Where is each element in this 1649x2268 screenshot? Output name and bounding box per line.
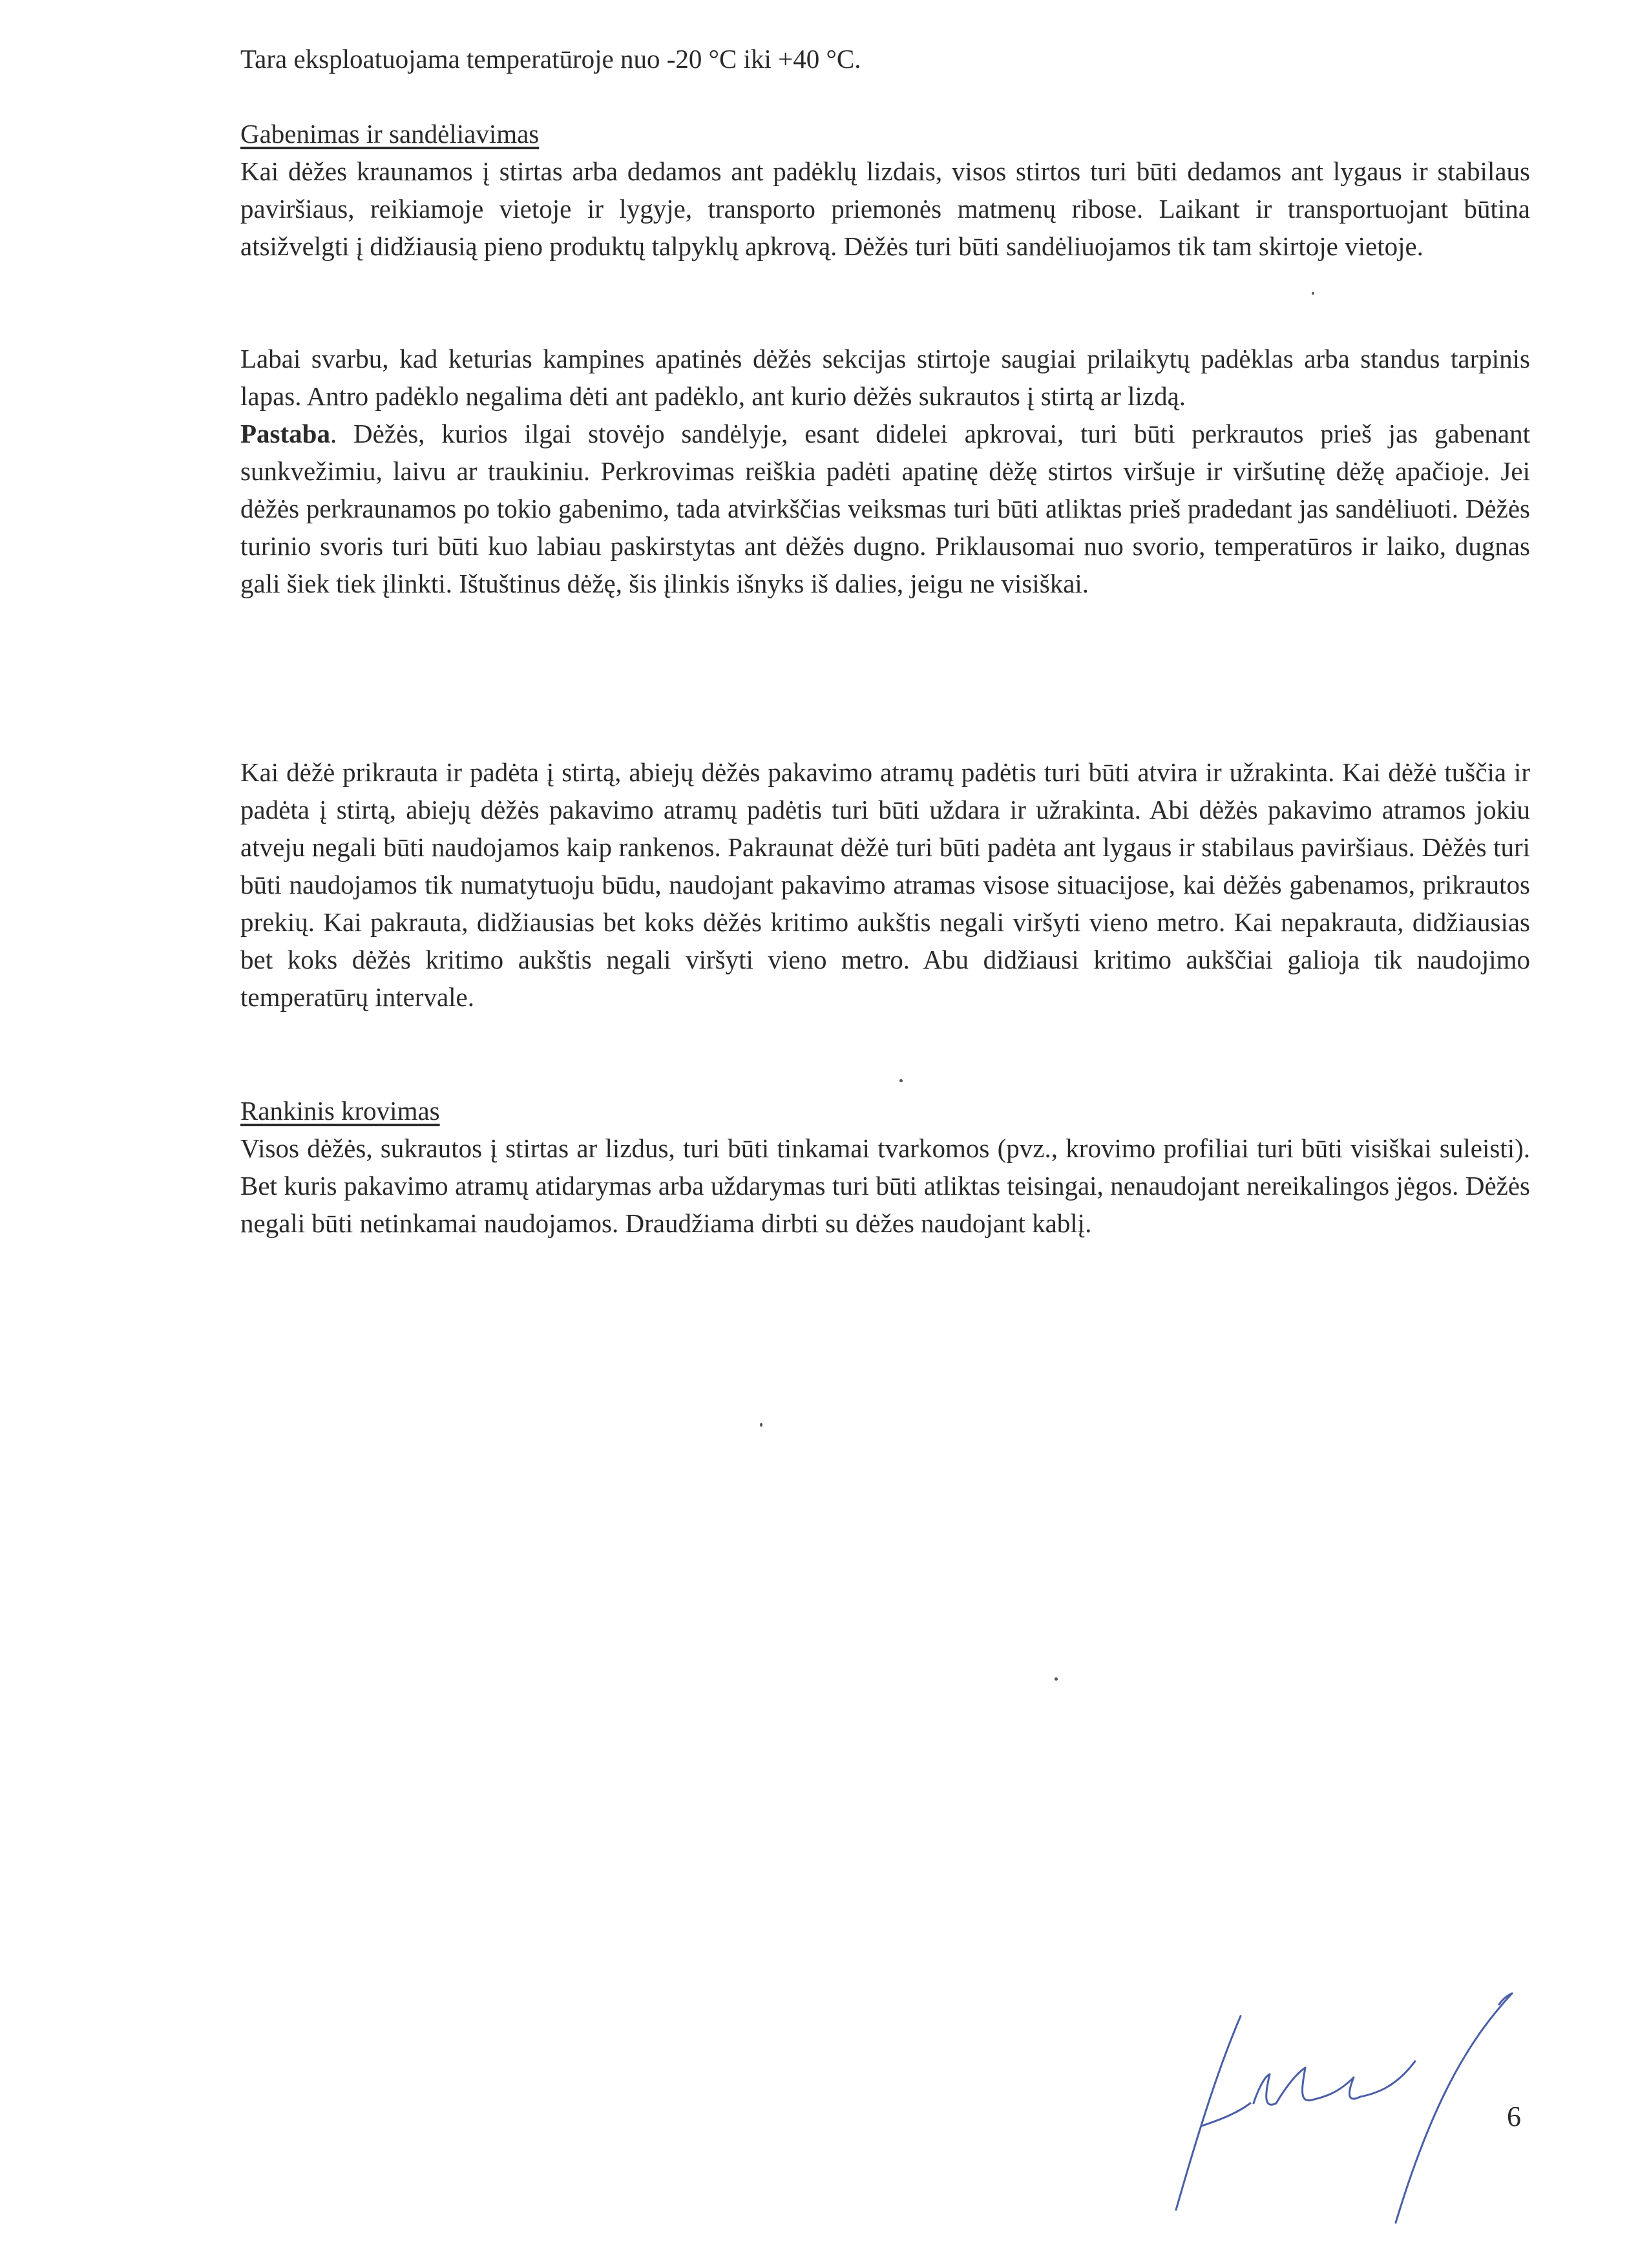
page-number: 6 (1507, 2101, 1521, 2132)
scan-speck (899, 1079, 903, 1082)
heading-transport-text: Gabenimas ir sandėliavimas (240, 119, 540, 149)
note-text: . Dėžės, kurios ilgai stovėjo sandėlyje, esant didelei apkrovai, turi būti perkrautos prieš jas gabenant sunkvežimiu, laivu ar traukiniu. Perkrovimas reiškia padėti apatinę dėžę stirtos viršuje ir viršutinę dėžę apačioje. Jei dėžės perkraunamos po tokio gabenimo, tada atvirkščias veiksmas turi būti atliktas prieš pradedant jas sandėliuoti. Dėžės turinio svoris turi būti kuo labiau paskirstytas ant dėžės dugno. Priklausomai nuo svorio, temperatūros ir laiko, dugnas gali šiek tiek įlinkti. Ištuštinus dėžę, šis įlinkis išnyks iš dalies, jeigu ne visiškai. (240, 419, 1530, 598)
scan-speck (1312, 292, 1314, 295)
section-packing (240, 753, 1530, 1016)
transport-paragraph-2: Labai svarbu, kad keturias kampines apatinės dėžės sekcijas stirtoje saugiai prilaikytų padėklas arba standus tarpinis lapas. Antro padėklo negalima dėti ant padėklo, ant kurio dėžės sukrautos į stirtą ar lizdą. (240, 344, 1530, 411)
section-transport (240, 115, 1530, 265)
section-transport-continued (240, 340, 1530, 602)
scan-speck (1055, 1677, 1058, 1681)
manual-paragraph: Visos dėžės, sukrautos į stirtas ar lizdus, turi būti tinkamai tvarkomos (pvz., krovimo profiliai turi būti visiškai suleisti). Bet kuris pakavimo atramų atidarymas arba uždarymas turi būti atliktas teisingai, nenaudojant nereikalingos jėgos. Dėžės negali būti netinkamai naudojamos. Draudžiama dirbti su dėžes naudojant kablį. (240, 1133, 1530, 1238)
packing-paragraph: Kai dėžė prikrauta ir padėta į stirtą, abiejų dėžės pakavimo atramų padėtis turi būti atvira ir užrakinta. Kai dėžė tuščia ir padėta į stirtą, abiejų dėžės pakavimo atramų padėtis turi būti uždara ir užrakinta. Abi dėžės pakavimo atramos jokiu atveju negali būti naudojamos kaip rankenos. Pakraunat dėžė turi būti padėta ant lygaus ir stabilaus paviršiaus. Dėžės turi būti naudojamos tik numatytuoju būdu, naudojant pakavimo atramas visose situacijose, kai dėžės gabenamos, prikrautos prekių. Kai pakrauta, didžiausias bet koks dėžės kritimo aukštis negali viršyti vieno metro. Kai nepakrauta, didžiausias bet koks dėžės kritimo aukštis negali viršyti vieno metro. Abu didžiausi kritimo aukščiai galioja tik naudojimo temperatūrų intervale. (240, 757, 1530, 1012)
scan-speck (760, 1423, 762, 1427)
heading-manual-text: Rankinis krovimas (240, 1096, 440, 1126)
note-label: Pastaba (240, 419, 330, 448)
section-manual (240, 1092, 1530, 1242)
section-heading-manual (240, 1092, 1530, 1129)
section-heading-transport (240, 115, 1530, 152)
intro-line: Tara eksploatuojama temperatūroje nuo -20 °C iki +40 °C. (240, 44, 861, 74)
transport-paragraph-1: Kai dėžes kraunamos į stirtas arba dedamos ant padėklų lizdais, visos stirtos turi būti dedamos ant lygaus ir stabilaus paviršiaus, reikiamoje vietoje ir lygyje, transporto priemonės matmenų ribose. Laikant ir transportuojant būtina atsižvelgti į didžiausią pieno produktų talpyklų apkrovą. Dėžės turi būti sandėliuojamos tik tam skirtoje vietoje. (240, 156, 1530, 261)
note-paragraph (240, 415, 1530, 602)
intro-block (240, 40, 1530, 78)
